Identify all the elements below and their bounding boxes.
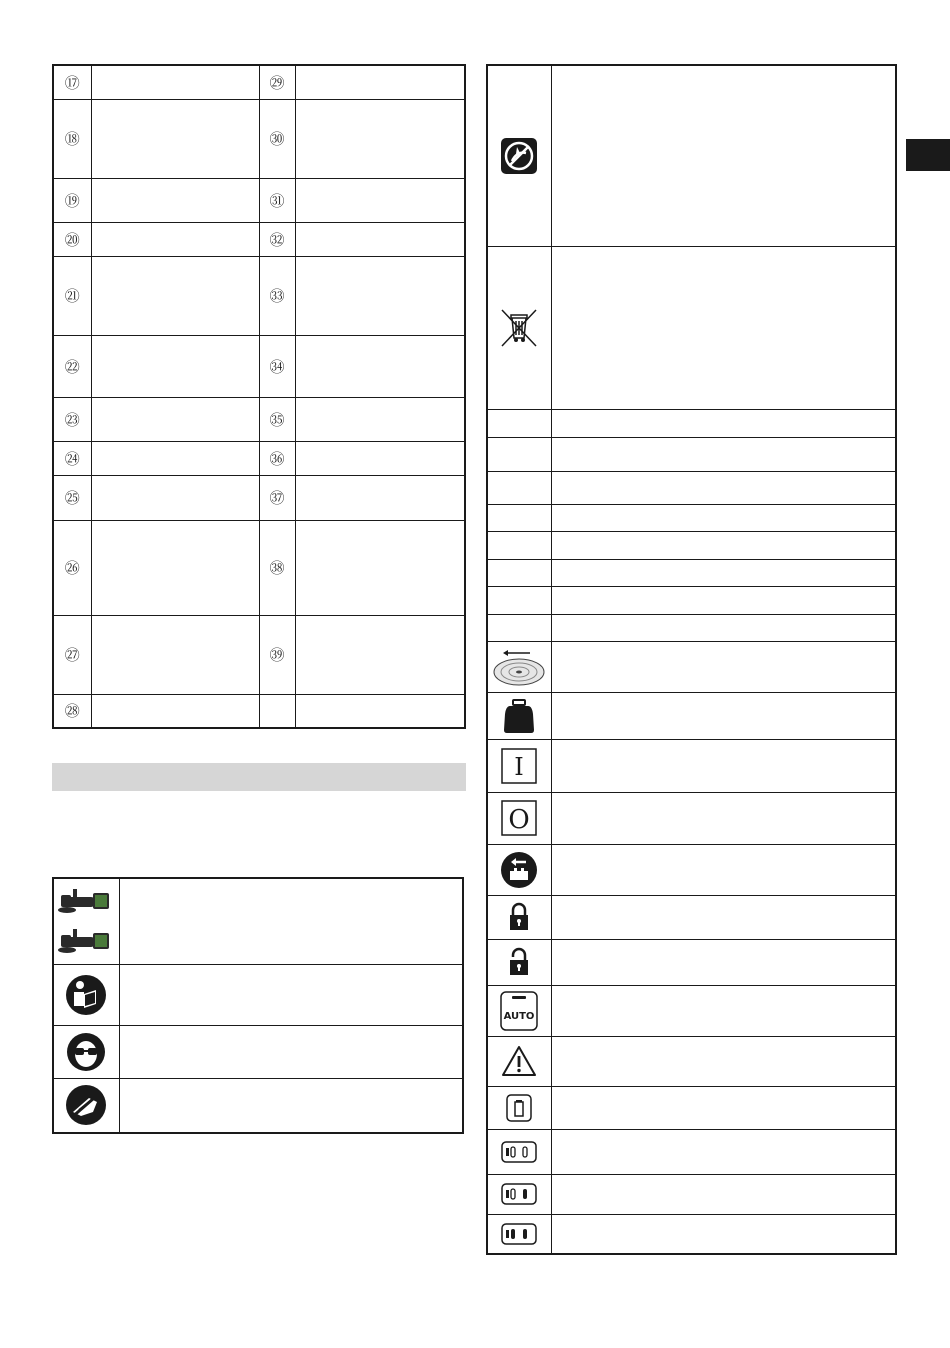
language-tab-marker [906,139,950,171]
part-number-27: ㉗ [53,615,91,694]
part-number-19: ⑲ [53,178,91,222]
part-number-26: ㉖ [53,520,91,615]
part-number-33: ㉝ [259,256,295,335]
svg-text:AUTO: AUTO [503,1010,535,1022]
symbols-table-right [486,64,897,1255]
part-number-32: ㉜ [259,222,295,256]
blank-icon [487,409,551,437]
part-number-34: ㉞ [259,335,295,397]
unlock-icon [508,947,530,977]
no-hand-on-guard-icon [65,1084,107,1126]
lock-icon [508,902,530,932]
svg-text:I: I [514,752,524,781]
part-number-21: ㉑ [53,256,91,335]
battery-empty-icon [506,1094,532,1122]
blank-icon [487,471,551,504]
part-number-38: ㊳ [259,520,295,615]
battery-high-icon [501,1223,537,1245]
part-number-18: ⑱ [53,99,91,178]
part-number-24: ㉔ [53,441,91,475]
part-number-30: ㉚ [259,99,295,178]
no-wet-grinding-icon [500,137,538,175]
bell-weight-icon [504,698,534,734]
part-number-29: ㉙ [259,65,295,99]
battery-medium-icon [501,1183,537,1205]
svg-text:O: O [508,805,530,835]
part-number-25: ㉕ [53,475,91,520]
parts-table [52,64,466,729]
switch-on-icon [501,748,537,784]
part-number-17: ⑰ [53,65,91,99]
section-heading-bar [52,763,466,791]
blank-icon [487,559,551,586]
switch-off-icon [501,800,537,836]
blank-icon [487,531,551,559]
part-number-39: ㊴ [259,615,295,694]
auto-mode-icon [500,991,538,1031]
read-manual-icon [65,974,107,1016]
part-number-31: ㉛ [259,178,295,222]
part-number-28: ㉘ [53,694,91,728]
part-number-22: ㉒ [53,335,91,397]
part-number-37: ㊲ [259,475,295,520]
angle-grinder-icon [55,883,117,959]
battery-low-icon [501,1141,537,1163]
blank-icon [487,614,551,641]
part-number-23: ㉓ [53,397,91,441]
symbols-table-left [52,877,464,1134]
unplug-icon [500,851,538,889]
part-number-empty [259,694,295,728]
crossed-bin-icon [499,307,539,349]
part-number-20: ⑳ [53,222,91,256]
disc-rotation-icon [492,646,546,688]
part-number-35: ㉟ [259,397,295,441]
warning-icon [501,1045,537,1077]
part-number-36: ㊱ [259,441,295,475]
blank-icon [487,437,551,471]
blank-icon [487,586,551,614]
blank-icon [487,504,551,531]
safety-glasses-icon [66,1032,106,1072]
